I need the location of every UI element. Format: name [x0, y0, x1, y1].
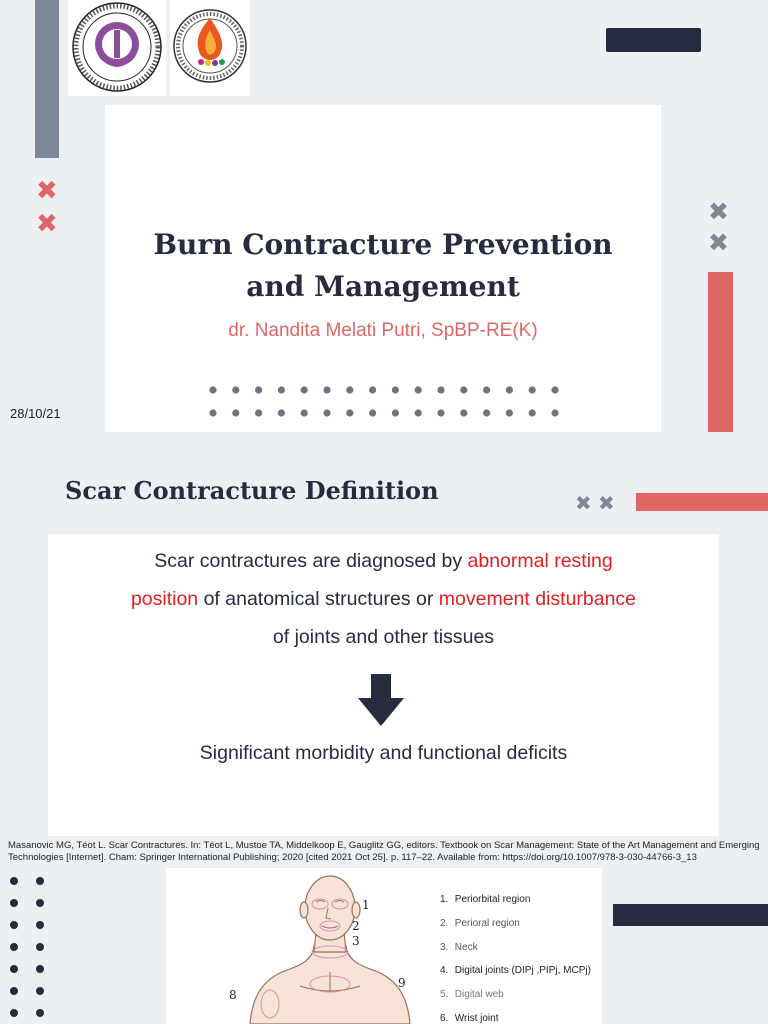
decorative-dot [232, 386, 239, 393]
decorative-dot-grid [205, 383, 565, 419]
decorative-red-bar [636, 493, 768, 511]
down-arrow-icon [356, 672, 406, 728]
definition-text-part: Scar contractures are diagnosed by [154, 550, 468, 572]
decorative-dot [460, 386, 467, 393]
slide-title: Scar Contracture Definition [65, 476, 439, 505]
decorative-dot [506, 386, 513, 393]
figure-label: 2 [352, 919, 360, 933]
decorative-dot [10, 965, 18, 973]
decorative-dot [323, 386, 330, 393]
decorative-dot [506, 409, 513, 416]
decorative-dot [301, 386, 308, 393]
decorative-dot [10, 943, 18, 951]
decorative-red-bar [708, 272, 733, 432]
decorative-grey-bar [35, 0, 59, 158]
plastic-surgery-association-logo [68, 0, 166, 96]
title-line-2: and Management [246, 270, 520, 303]
figure-label: 8 [229, 988, 237, 1002]
list-item [440, 942, 591, 966]
decorative-dot [369, 386, 376, 393]
decorative-dot [437, 386, 444, 393]
definition-slide [0, 432, 768, 864]
decorative-dot [460, 409, 467, 416]
list-item [440, 1013, 591, 1024]
presentation-title [105, 224, 661, 308]
decorative-dot-grid [6, 874, 50, 1024]
decorative-dot [415, 409, 422, 416]
decorative-dot [437, 409, 444, 416]
decorative-dot [10, 921, 18, 929]
decorative-dot [209, 409, 216, 416]
definition-text-part: of anatomical structures or [198, 588, 439, 610]
definition-text [48, 542, 719, 656]
decorative-dot [369, 409, 376, 416]
list-item [440, 965, 591, 989]
decorative-dot [36, 965, 44, 973]
decorative-dot [255, 409, 262, 416]
decorative-dot [301, 409, 308, 416]
decorative-dot [255, 386, 262, 393]
body-outline-illustration [230, 872, 430, 1024]
decorative-dot [10, 877, 18, 885]
item-number: 2. [440, 917, 449, 929]
decorative-dot [346, 409, 353, 416]
decorative-dot [529, 386, 536, 393]
definition-text-part: of joints and other tissues [272, 626, 495, 648]
decorative-dot [36, 877, 44, 885]
decorative-dot [36, 987, 44, 995]
item-label: Neck [454, 941, 478, 953]
highlight-abnormal-resting: abnormal resting [467, 550, 613, 572]
decorative-dot [278, 409, 285, 416]
decorative-dot [36, 899, 44, 907]
list-item [440, 989, 591, 1013]
decorative-dot [36, 921, 44, 929]
decorative-x-icon: ✖ [36, 209, 58, 239]
title-line-1: Burn Contracture Prevention [153, 228, 613, 261]
decorative-dot [36, 943, 44, 951]
decorative-dot [392, 409, 399, 416]
decorative-dot [10, 1009, 18, 1017]
decorative-dot [551, 386, 558, 393]
decorative-dot [483, 386, 490, 393]
contracture-region-list [440, 894, 591, 1024]
slide-date: 28/10/21 [10, 406, 61, 421]
figure-label: 9 [398, 976, 406, 990]
item-number: 1. [440, 894, 449, 905]
consequence-text: Significant morbidity and functional deficits [199, 742, 568, 764]
decorative-dot [392, 386, 399, 393]
figure-label: 1 [362, 898, 370, 912]
decorative-dot [346, 386, 353, 393]
burn-wound-healing-society-logo [170, 0, 250, 96]
title-slide [0, 0, 768, 432]
decorative-dot [323, 409, 330, 416]
list-item [440, 894, 591, 918]
decorative-x-icon: ✖ [708, 197, 729, 226]
decorative-dot [10, 899, 18, 907]
item-number: 5. [440, 989, 449, 1001]
decorative-dot [10, 987, 18, 995]
item-number: 3. [440, 941, 449, 953]
presenter-name: dr. Nandita Melati Putri, SpBP-RE(K) [228, 320, 538, 341]
item-label: Digital web [454, 989, 504, 1001]
item-label: Perioral region [454, 917, 520, 929]
item-label: Digital joints (DIPj ,PIPj, MCPj) [454, 965, 591, 977]
item-number: 6. [440, 1012, 449, 1024]
highlight-movement-disturbance: movement disturbance [438, 588, 637, 610]
contracture-regions-slide [0, 864, 768, 1024]
item-label: Wrist joint [454, 1012, 499, 1024]
decorative-x-icon: ✖ [598, 491, 615, 515]
figure-label: 3 [352, 934, 360, 948]
decorative-x-icon: ✖ [575, 491, 592, 515]
highlight-position: position [130, 588, 199, 610]
list-item [440, 918, 591, 942]
decorative-dot [529, 409, 536, 416]
decorative-dot [36, 1009, 44, 1017]
decorative-x-icon: ✖ [36, 176, 58, 206]
item-label: Periorbital region [454, 894, 531, 905]
item-number: 4. [440, 965, 449, 977]
decorative-dot [232, 409, 239, 416]
decorative-x-icon: ✖ [708, 228, 729, 257]
decorative-dot [415, 386, 422, 393]
decorative-dot [209, 386, 216, 393]
decorative-dark-bar [606, 28, 701, 52]
decorative-dark-bar [613, 904, 768, 926]
decorative-dot [551, 409, 558, 416]
decorative-dot [278, 386, 285, 393]
decorative-dot [483, 409, 490, 416]
citation-reference: Masanovic MG, Téot L. Scar Contractures. In: Téot L, Mustoe TA, Middelkoop E, Gauglitz GG, editors. Textbook on Scar Management: State of the Art Management and Emerging Technologies [Internet]. Cham: Springer International Publishing; 2020 [cited 2021 Oct 25]. p. 117–22. Available from: https://doi.org/10.1007/978-3-030-44766-3_13 [8, 840, 760, 863]
